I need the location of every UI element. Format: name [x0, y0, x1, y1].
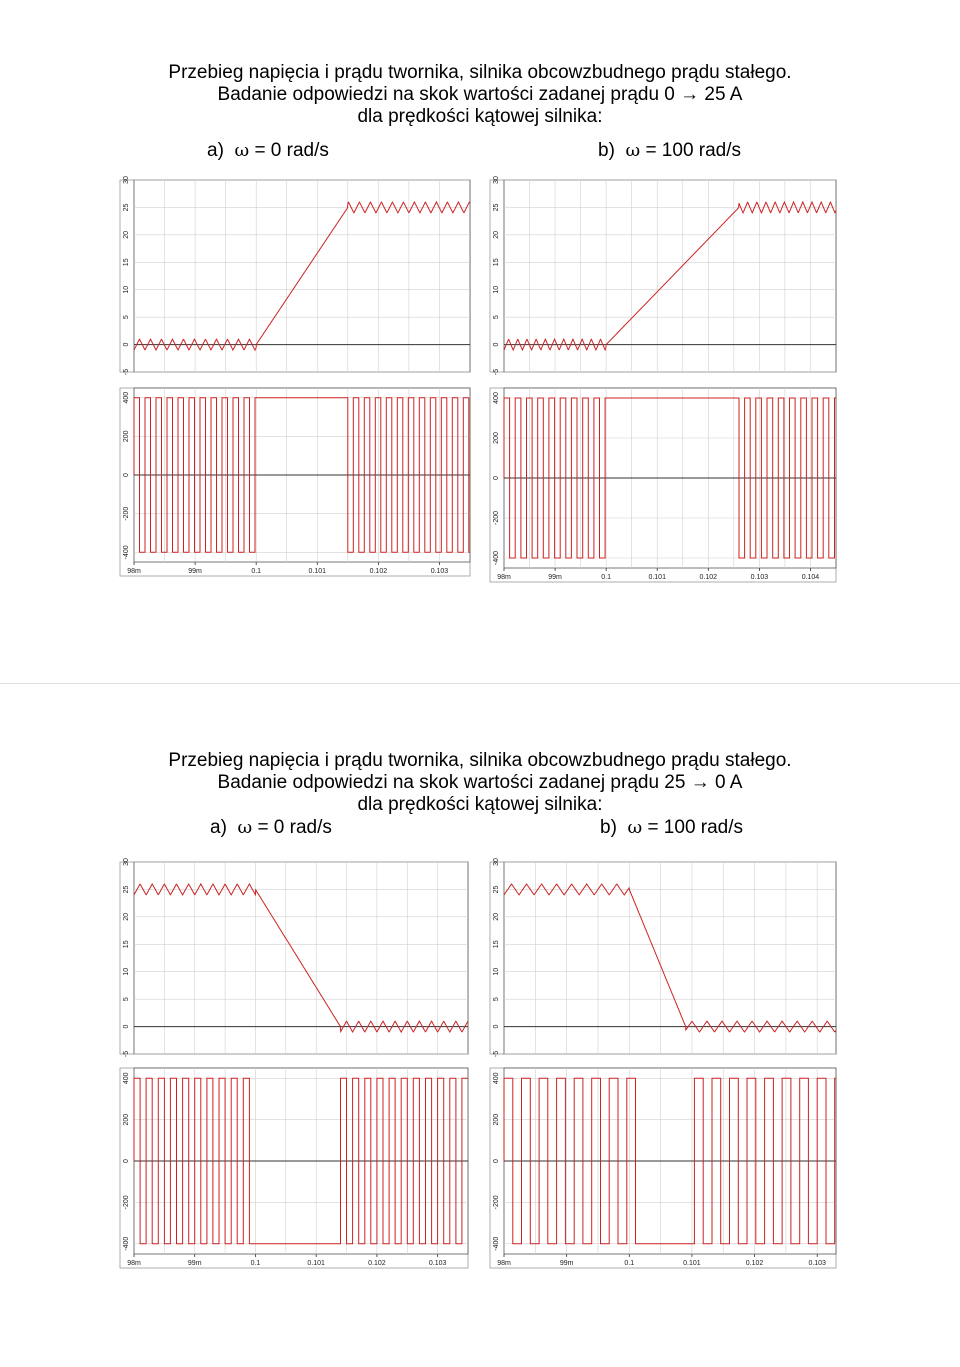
s1a-voltage-ytick-label: -400	[123, 545, 130, 560]
s2a-current-ytick-label: 25	[123, 885, 130, 894]
s2a-current-plot-area	[134, 862, 468, 1054]
s2a-current-ytick-label: 5	[123, 997, 130, 1002]
s2a-voltage-xtick-label: 0.1	[250, 1260, 261, 1267]
s2b-voltage-ytick-label: 0	[493, 1159, 500, 1163]
section-2-title-line-3: dla prędkości kątowej silnika:	[357, 794, 603, 815]
section-2-label-b: b) ω = 100 rad/s	[600, 817, 744, 838]
s1b-current-ytick-label: 25	[493, 203, 500, 212]
s1b-voltage-ytick-label: 400	[493, 392, 500, 404]
s2a-voltage-ytick-label: -400	[123, 1236, 130, 1251]
s1b-voltage-xtick-label: 98m	[497, 574, 511, 581]
s1b-voltage-xtick-label: 0.102	[699, 574, 718, 581]
s1a-voltage-xtick-label: 0.102	[369, 568, 388, 575]
s1b-voltage-ytick-label: 200	[493, 432, 500, 444]
s1b-voltage-ytick-label: 0	[493, 476, 500, 480]
s1a-current-ytick-label: -5	[123, 368, 130, 376]
s2b-voltage-xtick-label: 0.1	[624, 1260, 635, 1267]
s2b-current-chart	[490, 858, 836, 1057]
s2b-current-ytick-label: -5	[493, 1050, 500, 1058]
s2a-voltage-chart	[120, 1068, 468, 1268]
s2b-voltage-ytick-label: 400	[493, 1072, 500, 1085]
s2b-voltage-xtick-label: 99m	[559, 1260, 574, 1267]
s1a-voltage-xtick-label: 0.1	[251, 568, 262, 575]
s1b-current-ytick-label: 20	[493, 230, 500, 239]
s1b-voltage-ytick-label: -200	[493, 510, 500, 526]
s2b-current-ytick-label: 30	[493, 858, 500, 866]
s1a-current-ytick-label: 5	[123, 315, 130, 320]
s1a-current-ytick-label: 20	[123, 230, 130, 239]
s1a-voltage-ytick-label: 0	[123, 473, 130, 477]
s2a-voltage-xtick-label: 0.102	[368, 1260, 386, 1267]
s1a-current-ytick-label: 0	[123, 342, 130, 347]
s2a-voltage-xtick-label: 98m	[127, 1260, 141, 1267]
s2a-current-ytick-label: 0	[123, 1024, 130, 1029]
s2a-current-chart	[120, 858, 468, 1057]
s1b-current-ytick-label: 30	[493, 176, 500, 184]
s1a-voltage-xtick-label: 98m	[127, 568, 141, 575]
s2b-voltage-ytick-label: -200	[493, 1195, 500, 1210]
s1a-voltage-xtick-label: 0.103	[430, 568, 449, 575]
s1a-current-chart	[120, 176, 470, 375]
s1b-current-plot-area	[504, 180, 836, 372]
section-1-title-line-2: Badanie odpowiedzi na skok wartości zadanej prądu 0 → 25 A	[217, 84, 743, 105]
s2b-current-ytick-label: 20	[493, 912, 500, 921]
s2a-voltage-ytick-label: 400	[123, 1072, 130, 1085]
s1b-voltage-xtick-label: 0.104	[801, 574, 820, 581]
s1a-current-ytick-label: 10	[123, 285, 130, 294]
s2b-current-ytick-label: 15	[493, 940, 500, 949]
s1a-voltage-chart	[120, 388, 470, 576]
s1b-voltage-xtick-label: 0.1	[601, 574, 612, 581]
s2a-current-ytick-label: -5	[123, 1050, 130, 1058]
s2b-voltage-xtick-label: 0.102	[745, 1260, 764, 1267]
s1a-current-ytick-label: 30	[123, 176, 130, 184]
s1b-voltage-xtick-label: 99m	[548, 574, 562, 581]
section-2-label-a: a) ω = 0 rad/s	[210, 817, 332, 838]
s1b-current-ytick-label: 15	[493, 258, 500, 267]
section-1-title-line-3: dla prędkości kątowej silnika:	[357, 106, 603, 127]
s2b-current-ytick-label: 25	[493, 885, 500, 894]
s2b-voltage-xtick-label: 98m	[497, 1260, 511, 1267]
s1b-current-ytick-label: -5	[493, 368, 500, 376]
section-2-title-line-1: Przebieg napięcia i prądu twornika, silnika obcowzbudnego prądu stałego.	[168, 750, 792, 771]
s1b-current-chart	[490, 176, 836, 375]
s1b-voltage-xtick-label: 0.101	[648, 574, 666, 581]
section-2-title-line-2: Badanie odpowiedzi na skok wartości zadanej prądu 25 → 0 A	[217, 772, 743, 793]
s1a-voltage-ytick-label: 200	[123, 430, 130, 443]
s2b-voltage-ytick-label: 200	[493, 1113, 500, 1126]
s1b-current-ytick-label: 0	[493, 342, 500, 347]
s1b-current-ytick-label: 5	[493, 315, 500, 320]
s1a-current-ytick-label: 25	[123, 203, 130, 212]
s2b-current-ytick-label: 0	[493, 1024, 500, 1029]
s2a-current-ytick-label: 15	[123, 940, 130, 949]
s2b-current-ytick-label: 5	[493, 997, 500, 1002]
s2a-current-ytick-label: 20	[123, 912, 130, 921]
s2a-voltage-xtick-label: 0.101	[307, 1260, 325, 1267]
s2a-current-ytick-label: 30	[123, 858, 130, 866]
s1a-voltage-xtick-label: 99m	[188, 568, 202, 575]
section-1-title-line-1: Przebieg napięcia i prądu twornika, silnika obcowzbudnego prądu stałego.	[168, 62, 792, 83]
s2a-voltage-xtick-label: 0.103	[428, 1260, 447, 1267]
s1a-current-ytick-label: 15	[123, 258, 130, 267]
s2b-voltage-xtick-label: 0.101	[683, 1260, 701, 1267]
s2a-voltage-ytick-label: -200	[123, 1195, 130, 1210]
s2b-voltage-chart	[490, 1068, 836, 1268]
s2b-current-ytick-label: 10	[493, 967, 500, 976]
s2a-voltage-ytick-label: 0	[123, 1159, 130, 1163]
s1a-voltage-xtick-label: 0.101	[308, 568, 327, 575]
s2b-current-plot-area	[504, 862, 836, 1054]
section-1-label-a: a) ω = 0 rad/s	[207, 140, 329, 161]
section-1-label-b: b) ω = 100 rad/s	[598, 140, 742, 161]
s2a-voltage-xtick-label: 99m	[187, 1260, 202, 1267]
s2a-voltage-ytick-label: 200	[123, 1113, 130, 1126]
s1b-voltage-xtick-label: 0.103	[750, 574, 769, 581]
s1b-current-ytick-label: 10	[493, 285, 500, 294]
s1b-voltage-chart	[490, 388, 836, 582]
s2b-voltage-xtick-label: 0.103	[808, 1260, 826, 1267]
s2b-voltage-ytick-label: -400	[493, 1236, 500, 1251]
s1b-voltage-ytick-label: -400	[493, 550, 500, 566]
s1a-voltage-ytick-label: 400	[123, 391, 130, 404]
s2a-current-ytick-label: 10	[123, 967, 130, 976]
s1a-voltage-ytick-label: -200	[123, 506, 130, 521]
